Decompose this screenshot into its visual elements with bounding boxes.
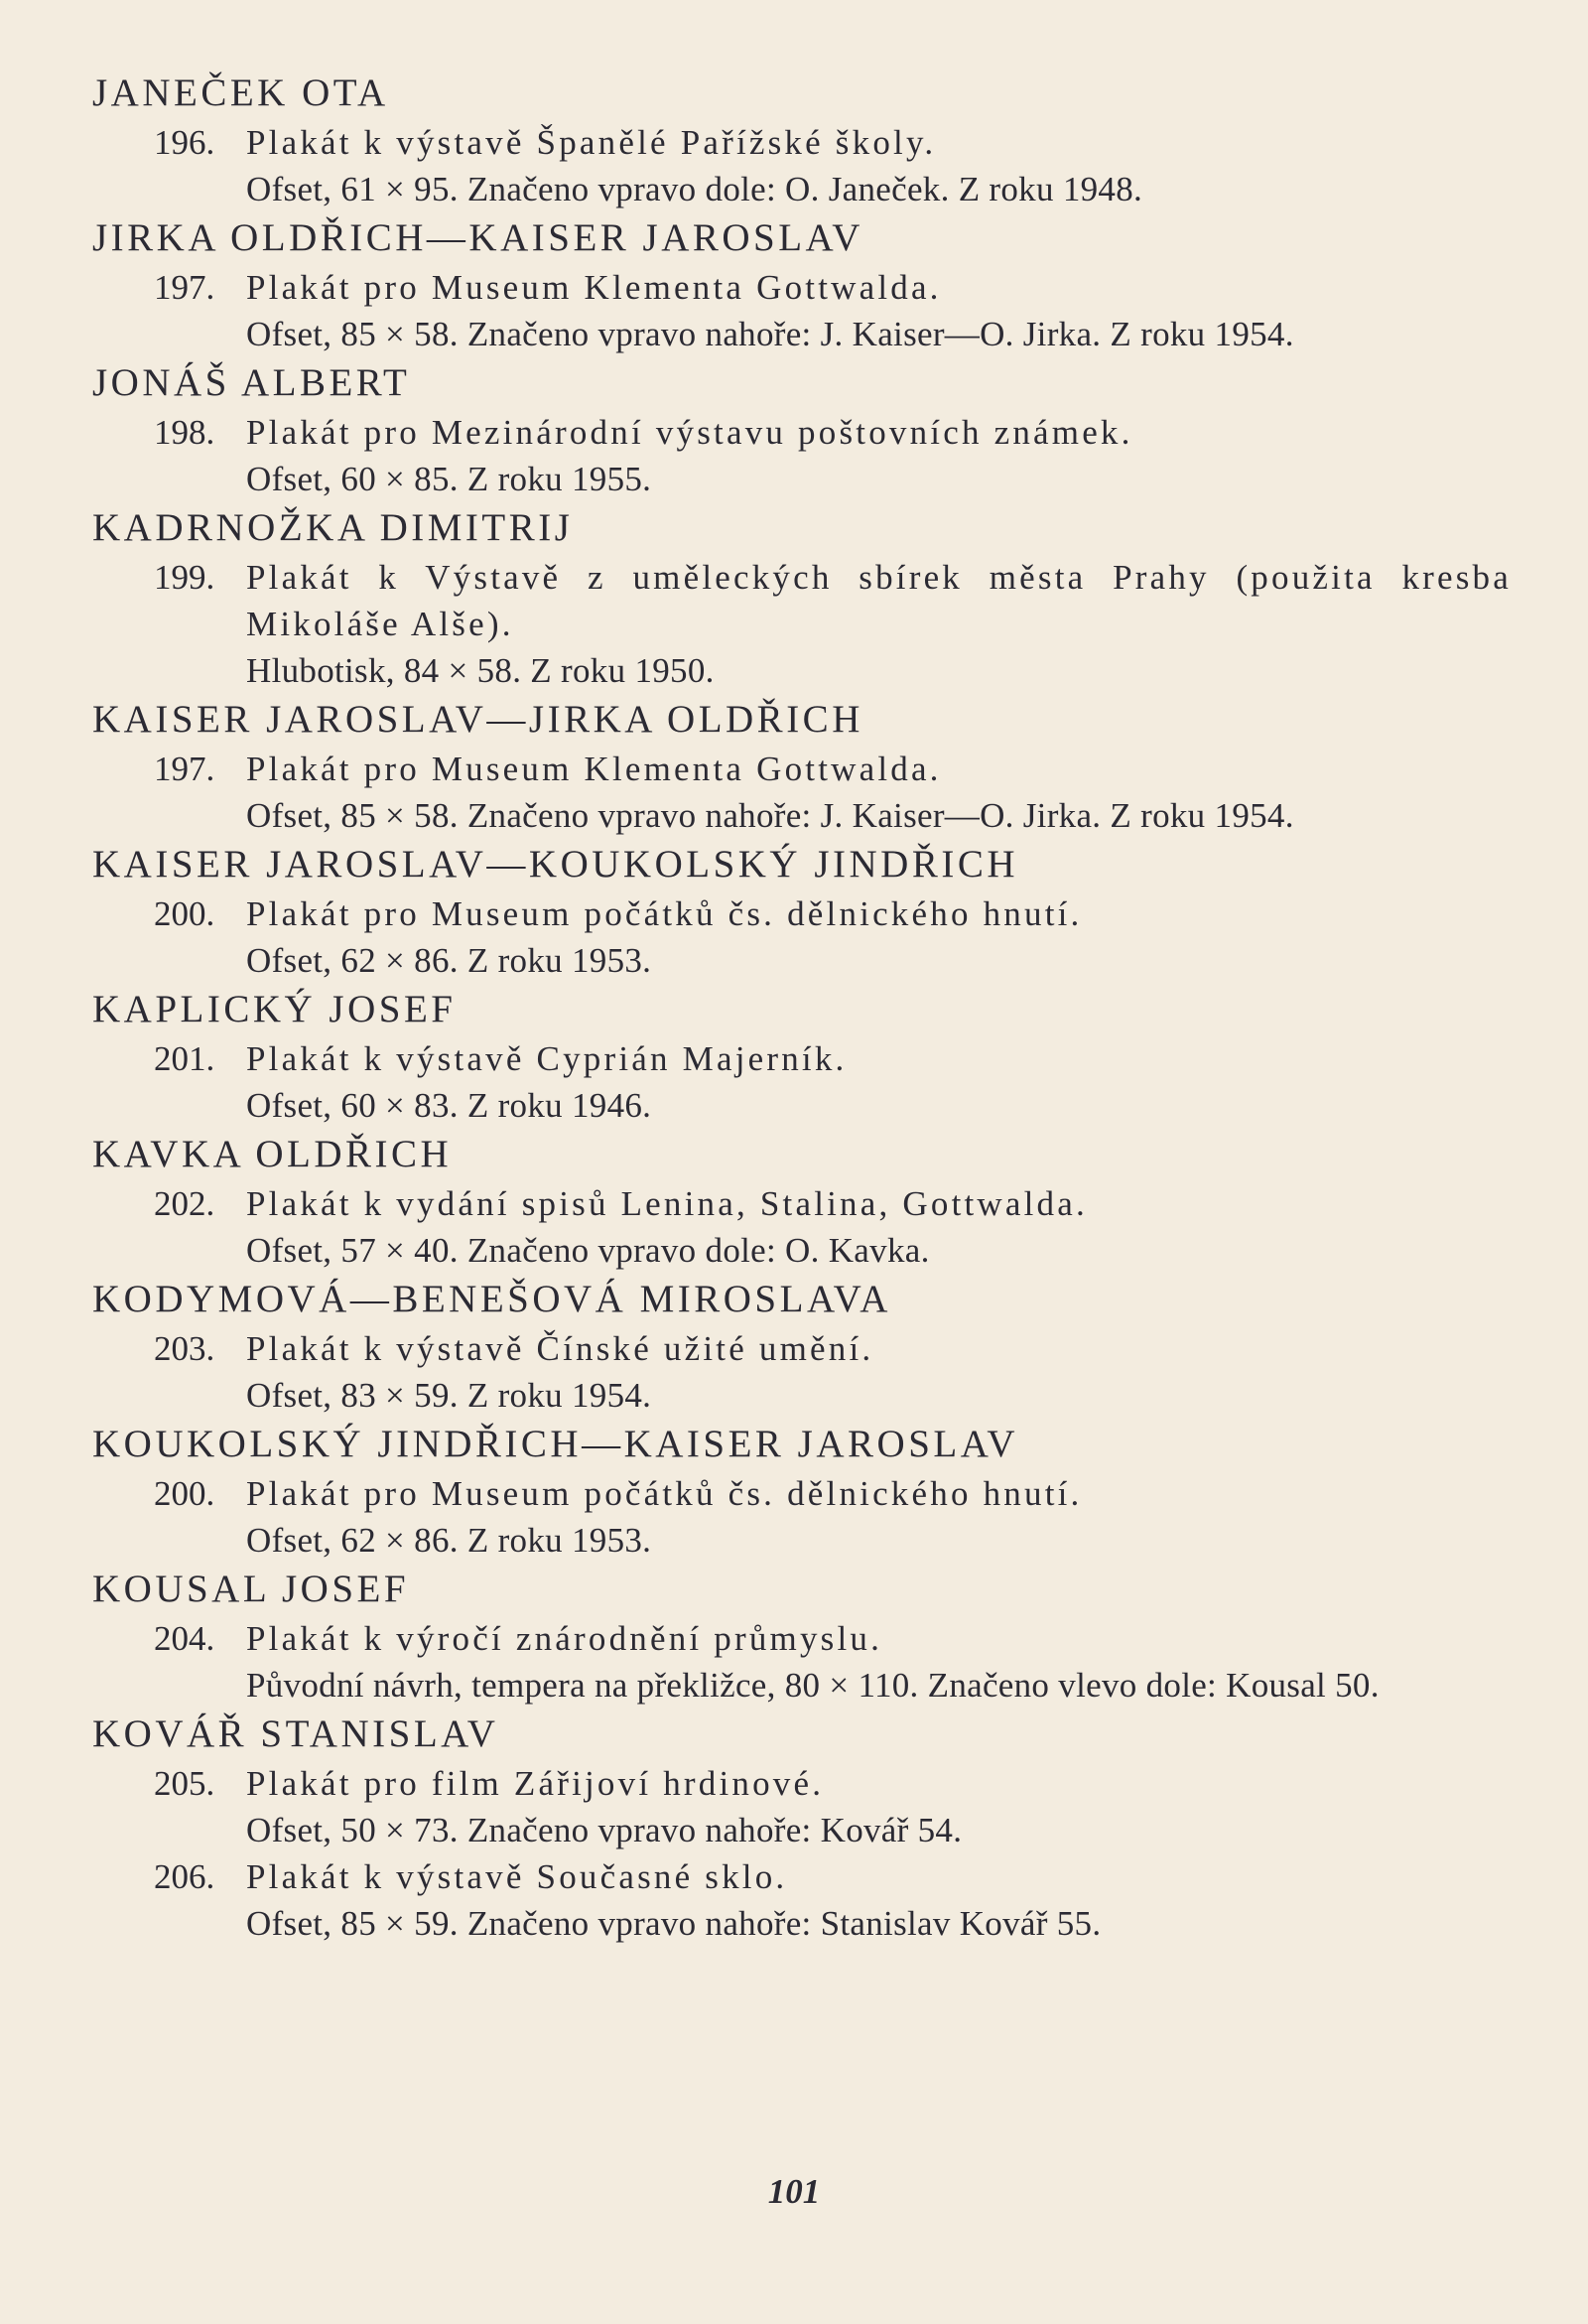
catalog-entry (92, 68, 1512, 212)
work-title: Plakát k výstavě Španělé Pařížské školy. (246, 123, 937, 162)
catalog-entry (92, 1709, 1512, 1947)
work-item (92, 1470, 1512, 1517)
catalog-entry (92, 1274, 1512, 1419)
artist-name: KOUSAL JOSEF (92, 1568, 410, 1610)
page-number: 101 (767, 2172, 821, 2211)
work-item (92, 746, 1512, 792)
work-description: Ofset, 62 × 86. Z roku 1953. (246, 941, 652, 980)
artist-name: JIRKA OLDŘICH—KAISER JAROSLAV (92, 216, 863, 259)
work-item (92, 1615, 1512, 1662)
work-description: Ofset, 60 × 85. Z roku 1955. (246, 460, 652, 498)
work-description: Původní návrh, tempera na překližce, 80 × 110. Značeno vlevo dole: Kousal 50. (246, 1666, 1380, 1705)
work-description: Ofset, 57 × 40. Značeno vpravo dole: O. Kavka. (246, 1231, 930, 1270)
catalog-entry (92, 984, 1512, 1129)
catalog-entries (92, 68, 1512, 1947)
artist-name: KOUKOLSKÝ JINDŘICH—KAISER JAROSLAV (92, 1423, 1019, 1465)
work-number: 196. (154, 123, 215, 162)
work-description: Ofset, 60 × 83. Z roku 1946. (246, 1086, 652, 1125)
work-number: 203. (154, 1329, 215, 1368)
work-item (92, 1760, 1512, 1807)
work-title: Plakát pro Museum Klementa Gottwalda. (246, 750, 942, 788)
work-description: Ofset, 85 × 59. Značeno vpravo nahoře: Stanislav Kovář 55. (246, 1904, 1102, 1943)
work-number: 206. (154, 1857, 215, 1896)
catalog-entry (92, 694, 1512, 839)
work-title: Plakát pro film Zářijoví hrdinové. (246, 1764, 825, 1803)
artist-name: JANEČEK OTA (92, 71, 389, 114)
work-number: 202. (154, 1184, 215, 1223)
work-number: 199. (154, 558, 215, 597)
work-number: 198. (154, 413, 215, 452)
work-title: Plakát pro Museum Klementa Gottwalda. (246, 268, 942, 307)
work-item (92, 264, 1512, 311)
work-description: Ofset, 50 × 73. Značeno vpravo nahoře: Kovář 54. (246, 1811, 963, 1849)
work-description: Hlubotisk, 84 × 58. Z roku 1950. (246, 651, 715, 690)
work-number: 205. (154, 1764, 215, 1803)
work-item (92, 1325, 1512, 1372)
work-number: 197. (154, 750, 215, 788)
work-title: Plakát k výstavě Současné sklo. (246, 1857, 788, 1896)
work-item (92, 890, 1512, 937)
work-title: Plakát k vydání spisů Lenina, Stalina, Gottwalda. (246, 1184, 1088, 1223)
artist-name: JONÁŠ ALBERT (92, 361, 411, 404)
work-title: Plakát pro Museum počátků čs. dělnického hnutí. (246, 1474, 1083, 1513)
catalog-entry (92, 1419, 1512, 1564)
artist-name: KOVÁŘ STANISLAV (92, 1712, 499, 1755)
work-description: Ofset, 83 × 59. Z roku 1954. (246, 1376, 652, 1415)
work-title: Plakát pro Museum počátků čs. dělnického hnutí. (246, 894, 1083, 933)
work-number: 197. (154, 268, 215, 307)
artist-name: KAPLICKÝ JOSEF (92, 988, 457, 1030)
work-item (92, 119, 1512, 166)
artist-name: KADRNOŽKA DIMITRIJ (92, 506, 574, 549)
work-item (92, 1853, 1512, 1900)
work-number: 201. (154, 1039, 215, 1078)
catalog-entry (92, 1129, 1512, 1274)
work-item (92, 554, 1512, 647)
work-number: 204. (154, 1619, 215, 1658)
catalog-entry (92, 502, 1512, 694)
artist-name: KAISER JAROSLAV—KOUKOLSKÝ JINDŘICH (92, 843, 1019, 886)
work-description: Ofset, 62 × 86. Z roku 1953. (246, 1521, 652, 1560)
work-item (92, 1180, 1512, 1227)
work-description: Ofset, 85 × 58. Značeno vpravo nahoře: J. Kaiser—O. Jirka. Z roku 1954. (246, 796, 1294, 835)
catalog-entry (92, 1564, 1512, 1709)
work-item (92, 1035, 1512, 1082)
artist-name: KODYMOVÁ—BENEŠOVÁ MIROSLAVA (92, 1278, 891, 1320)
catalog-entry (92, 839, 1512, 984)
work-title: Plakát k výstavě Čínské užité umění. (246, 1329, 874, 1368)
catalog-entry (92, 357, 1512, 502)
work-title: Plakát k výročí znárodnění průmyslu. (246, 1619, 883, 1658)
artist-name: KAVKA OLDŘICH (92, 1133, 453, 1175)
work-number: 200. (154, 1474, 215, 1513)
artist-name: KAISER JAROSLAV—JIRKA OLDŘICH (92, 698, 863, 741)
work-title: Plakát pro Mezinárodní výstavu poštovních známek. (246, 413, 1133, 452)
catalog-entry (92, 212, 1512, 357)
work-title: Plakát k Výstavě z uměleckých sbírek města Prahy (použita kresba Mikoláše Alše). (246, 558, 1512, 643)
work-description: Ofset, 85 × 58. Značeno vpravo nahoře: J. Kaiser—O. Jirka. Z roku 1954. (246, 315, 1294, 353)
work-item (92, 409, 1512, 456)
work-title: Plakát k výstavě Cyprián Majerník. (246, 1039, 848, 1078)
work-description: Ofset, 61 × 95. Značeno vpravo dole: O. Janeček. Z roku 1948. (246, 170, 1143, 208)
work-number: 200. (154, 894, 215, 933)
